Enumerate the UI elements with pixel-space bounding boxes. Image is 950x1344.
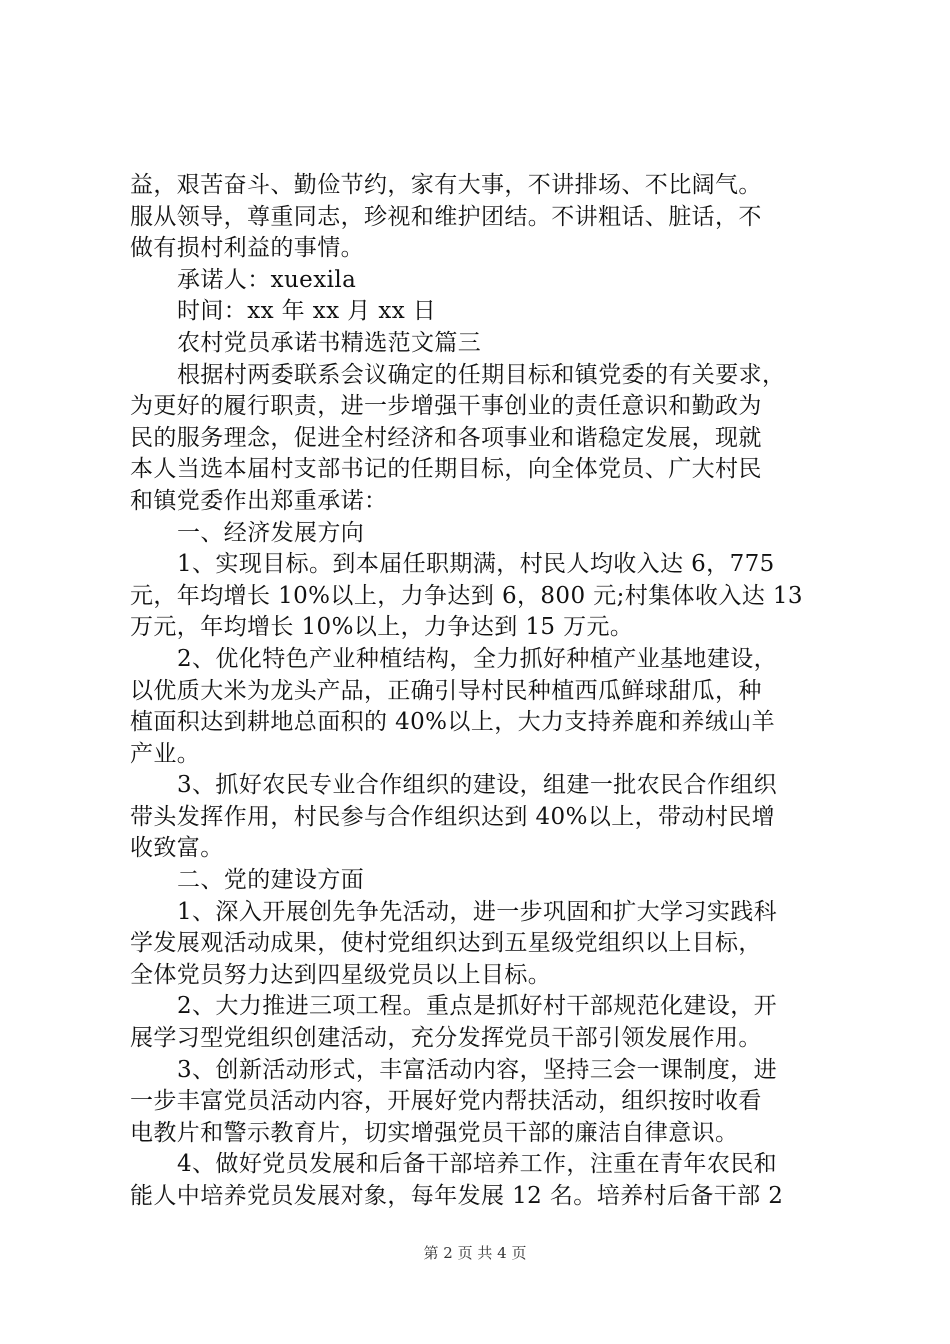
text-line: 时间：xx 年 xx 月 xx 日 [177, 298, 437, 325]
text-line: 1、深入开展创先争先活动，进一步巩固和扩大学习实践科 [177, 898, 778, 925]
text-line: 做有损村利益的事情。 [130, 235, 364, 262]
text-line: 一、经济发展方向 [177, 519, 365, 546]
page-number: 第 2 页 共 4 页 [423, 1244, 527, 1262]
text-line: 产业。 [130, 740, 201, 767]
text-line: 民的服务理念，促进全村经济和各项事业和谐稳定发展，现就 [130, 424, 762, 451]
document-body [130, 170, 830, 1213]
text-line: 万元，年均增长 10%以上，力争达到 15 万元。 [130, 614, 634, 641]
text-line: 根据村两委联系会议确定的任期目标和镇党委的有关要求， [177, 361, 786, 388]
text-line: 二、党的建设方面 [177, 867, 365, 894]
text-line: 服从领导，尊重同志，珍视和维护团结。不讲粗话、脏话，不 [130, 203, 762, 230]
text-line: 学发展观活动成果，使村党组织达到五星级党组织以上目标， [130, 930, 762, 957]
text-line: 3、抓好农民专业合作组织的建设，组建一批农民合作组织 [177, 772, 778, 799]
text-line: 展学习型党组织创建活动，充分发挥党员干部引领发展作用。 [130, 1025, 762, 1052]
text-line: 一步丰富党员活动内容，开展好党内帮扶活动，组织按时收看 [130, 1088, 762, 1115]
text-line: 能人中培养党员发展对象，每年发展 12 名。培养村后备干部 2 [130, 1183, 784, 1209]
text-line: 带头发挥作用，村民参与合作组织达到 40%以上，带动村民增 [130, 803, 776, 830]
text-line: 益，艰苦奋斗、勤俭节约，家有大事，不讲排场、不比阔气。 [130, 172, 762, 198]
text-line: 全体党员努力达到四星级党员以上目标。 [130, 961, 552, 988]
text-line: 农村党员承诺书精选范文篇三 [177, 329, 482, 356]
page-footer [0, 1242, 950, 1263]
text-line: 2、优化特色产业种植结构，全力抓好种植产业基地建设， [177, 645, 778, 672]
text-line: 以优质大米为龙头产品，正确引导村民种植西瓜鲜球甜瓜，种 [130, 677, 762, 704]
text-line: 承诺人：xuexila [177, 266, 357, 293]
text-line: 和镇党委作出郑重承诺： [130, 487, 388, 514]
text-line: 1、实现目标。到本届任职期满，村民人均收入达 6，775 [177, 551, 775, 578]
text-line: 3、创新活动形式，丰富活动内容，坚持三会一课制度，进 [177, 1056, 778, 1083]
text-line: 2、大力推进三项工程。重点是抓好村干部规范化建设，开 [177, 993, 778, 1020]
text-line: 为更好的履行职责，进一步增强干事创业的责任意识和勤政为 [130, 393, 762, 420]
text-line: 4、做好党员发展和后备干部培养工作，注重在青年农民和 [177, 1151, 778, 1178]
text-line: 电教片和警示教育片，切实增强党员干部的廉洁自律意识。 [130, 1119, 739, 1146]
text-line: 元，年均增长 10%以上，力争达到 6，800 元;村集体收入达 13 [130, 582, 803, 609]
text-line: 收致富。 [130, 835, 224, 862]
text-line: 本人当选本届村支部书记的任期目标，向全体党员、广大村民 [130, 456, 762, 483]
text-line: 植面积达到耕地总面积的 40%以上，大力支持养鹿和养绒山羊 [130, 709, 776, 736]
